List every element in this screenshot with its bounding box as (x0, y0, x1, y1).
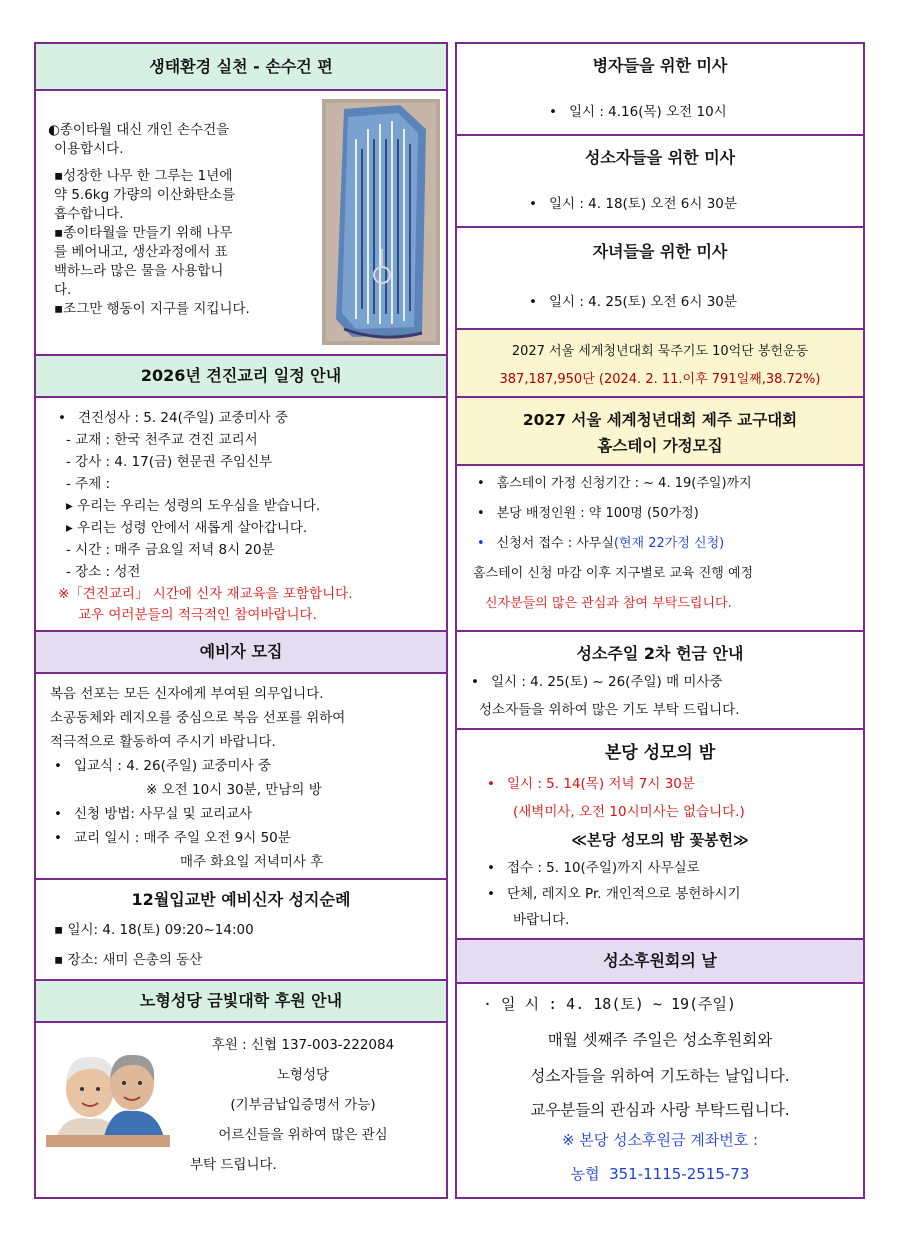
towel-line: ▪조그만 행동이 지구를 지킵니다. (54, 301, 250, 317)
elderly-couple-image (46, 1043, 170, 1147)
catechumen-bullet: 매주 화요일 저녁미사 후 (180, 854, 324, 870)
homestay-title1: 2027 서울 세계청년대회 제주 교구대회 (522, 411, 798, 429)
children-mass-line: • 일시 : 4. 25(토) 오전 6시 30분 (529, 292, 737, 312)
sponsor-line: · 일 시 : 4. 18(토) ~ 19(주일) (483, 995, 737, 1013)
mary-night-section (457, 730, 863, 940)
collection-line2: 성소자들을 위하여 많은 기도 부탁 드립니다. (479, 702, 740, 718)
catechumen-line: 복음 선포는 모든 신자에게 부여된 의무입니다. (50, 686, 324, 702)
towel-line: ◐종이타월 대신 개인 손수건을 (48, 122, 230, 138)
sick-mass-title: 병자들을 위한 미사 (592, 56, 728, 75)
pilgrimage-section (36, 920, 446, 981)
university-line: 후원 : 신협 137-003-222084 (211, 1037, 395, 1053)
catechumen-line: 소공동체와 레지오를 중심으로 복음 선포를 위하여 (50, 710, 346, 726)
handkerchief-image (322, 99, 440, 345)
gyeonjin-line: - 시간 : 매주 금요일 저녁 8시 20분 (66, 542, 275, 558)
university-line: 노형성당 (276, 1067, 330, 1083)
pilgrimage-line: ▪ 장소: 새미 은총의 동산 (54, 952, 203, 968)
saints-mass-section (457, 136, 863, 228)
homestay-line: 홈스테이 신청 마감 이후 지구별로 교육 진행 예정 (473, 566, 754, 581)
gyeonjin-line: ▸ 우리는 성령 안에서 새롭게 살아갑니다. (66, 520, 308, 536)
towel-line: 흡수합니다. (54, 206, 124, 222)
collection-section (457, 632, 863, 730)
saints-mass-title: 성소자들을 위한 미사 (584, 148, 736, 167)
right-column (455, 42, 865, 1199)
children-mass-title: 자녀들을 위한 미사 (592, 242, 728, 261)
homestay-bullet: • 본당 배정인원 : 약 100명 (50가정) (477, 504, 753, 534)
towel-section (36, 91, 446, 356)
sponsor-line: 매월 셋째주 주일은 성소후원회와 (547, 1031, 773, 1049)
university-line: 부탁 드립니다. (190, 1157, 277, 1173)
towel-line: ▪종이타월을 만들기 위해 나무 (54, 225, 233, 241)
university-title: 노형성당 금빛대학 후원 안내 (36, 981, 446, 1023)
towel-line: 를 베어내고, 생산과정에서 표 (54, 244, 228, 260)
gyeonjin-section (36, 398, 446, 632)
pilgrimage-line: ▪ 일시: 4. 18(토) 09:20~14:00 (54, 922, 254, 938)
sponsor-account: 농협 351-1115-2515-73 (570, 1165, 750, 1183)
university-line: 어르신들을 위하여 많은 관심 (218, 1127, 388, 1143)
rosary-line2: 387,187,950단 (2024. 2. 11.이후 791일째,38.72%) (499, 372, 821, 387)
gyeonjin-note: ※「견진교리」 시간에 신자 재교육을 포함합니다. (58, 586, 353, 602)
mary-night-bullet: • 접수 : 5. 10(주일)까지 사무실로 (487, 858, 700, 878)
sponsor-line: ※ 본당 성소후원금 계좌번호 : (561, 1131, 759, 1149)
gyeonjin-line: • 견진성사 : 5. 24(주일) 교중미사 중 (58, 408, 353, 430)
mary-night-sub: ≪본당 성모의 밤 꽃봉헌≫ (571, 831, 749, 849)
catechumen-line: 적극적으로 활동하여 주시기 바랍니다. (50, 734, 276, 750)
catechumen-bullet: • 신청 방법: 사무실 및 교리교사 (50, 804, 345, 828)
homestay-bullet: • 홈스테이 가정 신청기간 : ~ 4. 19(주일)까지 (477, 474, 753, 504)
homestay-title2: 홈스테이 가정모집 (597, 437, 723, 455)
gyeonjin-note: 교우 여러분들의 적극적인 참여바랍니다. (78, 607, 317, 623)
sick-mass-line: • 일시 : 4.16(목) 오전 10시 (549, 102, 727, 122)
homestay-section (457, 466, 863, 632)
rosary-section (457, 330, 863, 398)
saints-mass-line: • 일시 : 4. 18(토) 오전 6시 30분 (529, 194, 737, 214)
towel-title: 생태환경 실천 - 손수건 편 (36, 44, 446, 91)
pilgrimage-title: 12월입교반 예비신자 성지순례 (36, 880, 446, 920)
left-column (34, 42, 448, 1199)
gyeonjin-line: - 강사 : 4. 17(금) 현문권 주임신부 (66, 454, 273, 470)
gyeonjin-line: - 장소 : 성전 (66, 564, 141, 580)
mary-night-line2: (새벽미사, 오전 10시미사는 없습니다.) (513, 804, 745, 820)
mary-night-bullet: • 단체, 레지오 Pr. 개인적으로 봉헌하시기 (487, 884, 741, 904)
gyeonjin-line: ▸ 우리는 우리는 성령의 도우심을 받습니다. (66, 498, 321, 514)
sponsor-section (457, 984, 863, 1197)
towel-line: 이용합시다. (54, 141, 124, 157)
catechumen-bullet: ※ 오전 10시 30분, 만남의 방 (146, 782, 322, 798)
mary-night-line1: • 일시 : 5. 14(목) 저녁 7시 30분 (487, 774, 695, 794)
towel-line: ▪성장한 나무 한 그루는 1년에 (54, 168, 233, 184)
towel-line: 다. (54, 282, 72, 298)
mary-night-title: 본당 성모의 밤 (604, 743, 716, 763)
homestay-line: 신자분들의 많은 관심과 참여 부탁드립니다. (485, 596, 732, 611)
gyeonjin-title: 2026년 견진교리 일정 안내 (36, 356, 446, 398)
children-mass-section (457, 228, 863, 330)
sponsor-title: 성소후원회의 날 (457, 940, 863, 984)
homestay-bullet: • 신청서 접수 : 사무실(현재 22가정 신청) (477, 536, 725, 551)
sponsor-line: 교우분들의 관심과 사랑 부탁드립니다. (530, 1101, 790, 1119)
mary-night-bullet: 바랍니다. (513, 912, 570, 928)
gyeonjin-line: - 주제 : (66, 476, 111, 492)
catechumen-bullet: • 교리 일시 : 매주 주일 오전 9시 50분 (50, 828, 345, 852)
collection-title: 성소주일 2차 헌금 안내 (576, 644, 744, 663)
sick-mass-section (457, 44, 863, 136)
gyeonjin-line: - 교재 : 한국 천주교 견진 교리서 (66, 432, 258, 448)
catechumen-title: 예비자 모집 (36, 632, 446, 674)
collection-line1: • 일시 : 4. 25(토) ~ 26(주일) 매 미사중 (471, 672, 723, 692)
homestay-title-section (457, 398, 863, 466)
catechumen-section (36, 674, 446, 880)
towel-line: 백하느라 많은 물을 사용합니 (54, 263, 224, 279)
rosary-line1: 2027 서울 세계청년대회 묵주기도 10억단 봉헌운동 (511, 344, 809, 359)
university-section (36, 1023, 446, 1197)
university-line: (기부금납입증명서 가능) (230, 1097, 376, 1113)
towel-line: 약 5.6kg 가량의 이산화탄소를 (54, 187, 236, 203)
catechumen-bullet: • 입교식 : 4. 26(주일) 교중미사 중 (50, 756, 345, 780)
sponsor-line: 성소자들을 위하여 기도하는 날입니다. (530, 1067, 790, 1085)
